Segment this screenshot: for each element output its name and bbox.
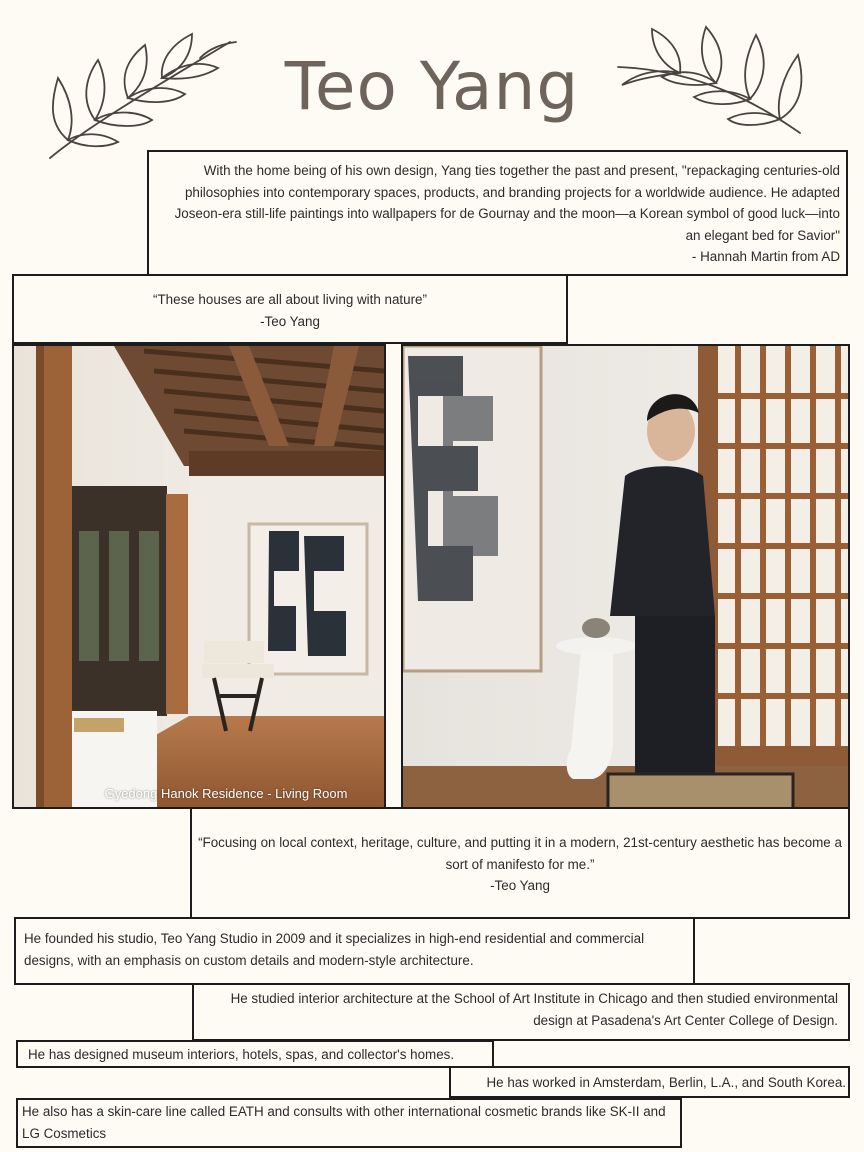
quote2-line: “Focusing on local context, heritage, culture, and putting it in a modern, 21st-century aesthetic has become a — [198, 835, 842, 850]
page-title: Teo Yang — [284, 48, 580, 125]
quote1-attribution: -Teo Yang — [260, 313, 320, 329]
photo-caption: Gyedong Hanok Residence - Living Room — [104, 786, 348, 801]
fact-line: designs, with an emphasis on custom details and modern-style architecture. — [24, 952, 474, 968]
fact-studio-text — [24, 928, 690, 971]
ad-quote-attribution: - Hannah Martin from AD — [691, 249, 840, 264]
quote1-text — [12, 289, 568, 332]
fact-skincare-text — [22, 1101, 680, 1144]
living-room-photo — [12, 344, 386, 809]
quote2-attribution: -Teo Yang — [490, 878, 550, 893]
teo-yang-portrait-photo — [401, 344, 850, 809]
ad-quote-text — [150, 160, 840, 268]
fact-designed-text: He has designed museum interiors, hotels, spas, and collector's homes. — [28, 1047, 455, 1062]
living-room-image — [14, 346, 386, 809]
fact-line: He studied interior architecture at the School of Art Institute in Chicago and then studied environmental — [230, 991, 838, 1006]
fact-line: He also has a skin-care line called EATH and consults with other international cosmetic brands like SK-II and — [22, 1104, 666, 1119]
quote2-text — [192, 832, 848, 897]
ad-quote-line: With the home being of his own design, Yang ties together the past and present, "repackaging centuries-old — [203, 163, 840, 178]
ad-quote-line: Joseon-era still-life paintings into wallpapers for de Gournay and the moon—a Korean symbol of good luck—into — [174, 206, 840, 221]
quote1-line: “These houses are all about living with nature” — [153, 292, 427, 307]
ad-quote-line: an elegant bed for Savior" — [685, 227, 840, 243]
portrait-image — [403, 346, 850, 809]
fact-education-text — [196, 988, 838, 1031]
fact-line: LG Cosmetics — [22, 1125, 107, 1141]
ad-quote-line: philosophies into contemporary spaces, products, and branding projects for a worldwide audience. He adapted — [184, 184, 840, 200]
fact-line: He founded his studio, Teo Yang Studio in 2009 and it specializes in high-end residential and commercial — [24, 931, 645, 946]
fact-line: design at Pasadena's Art Center College of Design. — [533, 1012, 838, 1028]
quote2-line: sort of manifesto for me.” — [445, 856, 595, 872]
fact-worked-text: He has worked in Amsterdam, Berlin, L.A., and South Korea. — [486, 1075, 846, 1090]
